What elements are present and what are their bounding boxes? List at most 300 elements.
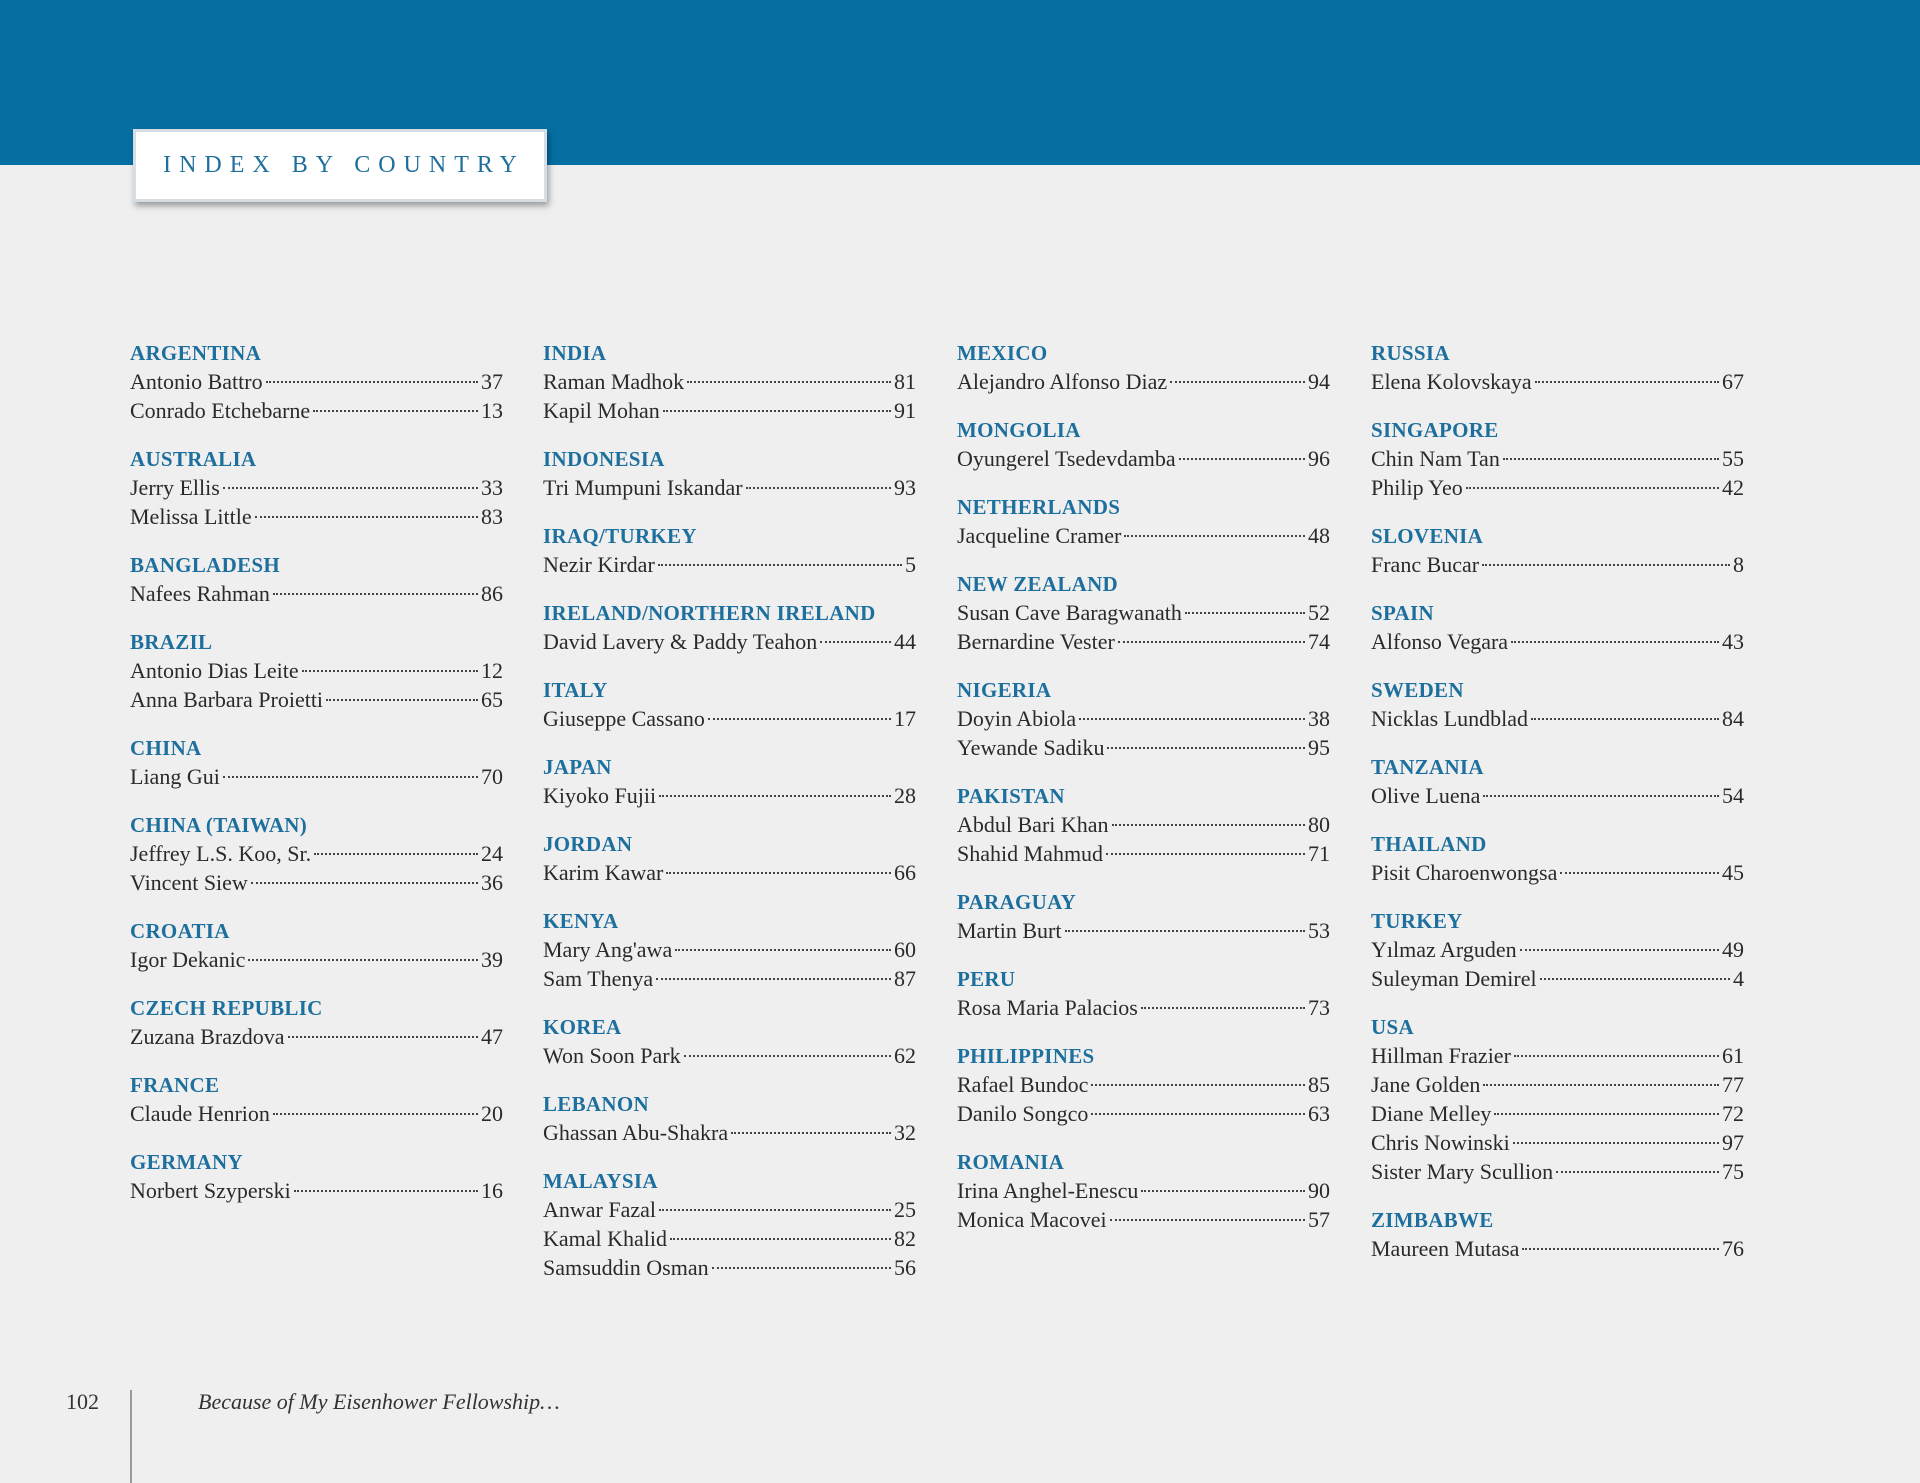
country-section [1371,1013,1744,1186]
fellow-name: Karim Kawar [543,860,664,885]
dot-leader [659,1209,891,1211]
country-heading: NETHERLANDS [957,495,1121,519]
page-reference: 76 [1722,1236,1744,1261]
index-entry [543,858,916,887]
page-reference: 54 [1722,783,1744,808]
dot-leader [1531,718,1719,720]
country-section [957,339,1330,396]
page-reference: 20 [481,1101,503,1126]
index-column-3 [957,339,1330,1254]
index-entry [543,473,916,502]
index-column-2 [543,339,916,1302]
fellow-name: Chris Nowinski [1371,1130,1510,1155]
fellow-name: Oyungerel Tsedevdamba [957,446,1176,471]
country-heading: TANZANIA [1371,755,1484,779]
country-heading: MONGOLIA [957,418,1081,442]
index-entry [543,935,916,964]
dot-leader [1503,458,1719,460]
index-entry [130,1099,503,1128]
index-entry [130,367,503,396]
page-reference: 47 [481,1024,503,1049]
index-entry [1371,1041,1744,1070]
dot-leader [1124,535,1305,537]
country-heading: SWEDEN [1371,678,1464,702]
fellow-name: Samsuddin Osman [543,1255,709,1280]
dot-leader [708,718,891,720]
fellow-name: Nicklas Lundblad [1371,706,1529,731]
country-heading: INDONESIA [543,447,665,471]
fellow-name: Jane Golden [1371,1072,1481,1097]
country-heading: USA [1371,1015,1414,1039]
page-reference: 85 [1308,1072,1330,1097]
fellow-name: Raman Madhok [543,369,685,394]
country-heading: JORDAN [543,832,633,856]
page-reference: 93 [894,475,916,500]
dot-leader [255,516,478,518]
country-section [543,830,916,887]
country-heading: PAKISTAN [957,784,1065,808]
page-reference: 66 [894,860,916,885]
fellow-name: Conrado Etchebarne [130,398,311,423]
fellow-name: Vincent Siew [130,870,248,895]
country-section [543,676,916,733]
country-section [1371,339,1744,396]
page-reference: 44 [894,629,916,654]
index-entry [543,704,916,733]
index-entry [130,579,503,608]
dot-leader [1141,1190,1305,1192]
country-section [543,1090,916,1147]
index-entry [1371,1099,1744,1128]
dot-leader [1535,381,1719,383]
index-entry [543,550,916,579]
country-heading: INDIA [543,341,607,365]
dot-leader [684,1055,891,1057]
country-heading: MALAYSIA [543,1169,658,1193]
footer-divider [130,1390,132,1483]
dot-leader [1511,641,1719,643]
page-reference: 12 [481,658,503,683]
page-reference: 37 [481,369,503,394]
fellow-name: Kapil Mohan [543,398,660,423]
dot-leader [294,1190,478,1192]
index-entry [957,916,1330,945]
fellow-name: Antonio Battro [130,369,263,394]
page-reference: 74 [1308,629,1330,654]
index-entry [1371,550,1744,579]
country-heading: NIGERIA [957,678,1052,702]
fellow-name: Franc Bucar [1371,552,1480,577]
dot-leader [1185,612,1305,614]
index-entry [957,521,1330,550]
dot-leader [1170,381,1305,383]
page-reference: 28 [894,783,916,808]
country-heading: BANGLADESH [130,553,281,577]
page-reference: 16 [481,1178,503,1203]
country-heading: ZIMBABWE [1371,1208,1494,1232]
index-entry [957,1070,1330,1099]
index-entry [957,1176,1330,1205]
country-section [957,416,1330,473]
page-reference: 96 [1308,446,1330,471]
page-reference: 84 [1722,706,1744,731]
dot-leader [273,593,478,595]
country-section [1371,907,1744,993]
fellow-name: Anna Barbara Proietti [130,687,324,712]
fellow-name: Kamal Khalid [543,1226,668,1251]
page-reference: 62 [894,1043,916,1068]
page-reference: 87 [894,966,916,991]
country-section [1371,753,1744,810]
index-entry [1371,444,1744,473]
index-entry [130,1176,503,1205]
country-section [130,811,503,897]
country-heading: JAPAN [543,755,612,779]
dot-leader [1520,949,1719,951]
country-section [543,339,916,425]
country-section [543,1167,916,1282]
index-entry [1371,1070,1744,1099]
page-reference: 91 [894,398,916,423]
country-section [957,888,1330,945]
dot-leader [1522,1248,1719,1250]
index-entry [543,1041,916,1070]
page-number: 102 [66,1389,99,1414]
footer-running-title: Because of My Eisenhower Fellowship… [198,1389,560,1414]
fellow-name: Ghassan Abu-Shakra [543,1120,729,1145]
page-reference: 13 [481,398,503,423]
index-entry [543,1253,916,1282]
fellow-name: Zuzana Brazdova [130,1024,285,1049]
index-column-4 [1371,339,1744,1283]
index-entry [957,810,1330,839]
fellow-name: Melissa Little [130,504,252,529]
country-heading: FRANCE [130,1073,220,1097]
dot-leader [1141,1007,1305,1009]
fellow-name: Sam Thenya [543,966,654,991]
fellow-name: Anwar Fazal [543,1197,657,1222]
country-section [957,1042,1330,1128]
dot-leader [326,699,478,701]
fellow-name: Susan Cave Baragwanath [957,600,1182,625]
country-section [130,551,503,608]
index-entry [130,945,503,974]
page-reference: 73 [1308,995,1330,1020]
page-reference: 24 [481,841,503,866]
fellow-name: Alejandro Alfonso Diaz [957,369,1168,394]
dot-leader [1482,564,1730,566]
country-section [543,445,916,502]
country-heading: LEBANON [543,1092,649,1116]
index-entry [543,367,916,396]
index-entry [130,1022,503,1051]
index-entry [543,627,916,656]
index-entry [957,1205,1330,1234]
index-entry [1371,964,1744,993]
dot-leader [659,795,891,797]
country-section [1371,830,1744,887]
fellow-name: Abdul Bari Khan [957,812,1109,837]
fellow-name: Nafees Rahman [130,581,270,606]
page-reference: 38 [1308,706,1330,731]
page-reference: 86 [481,581,503,606]
country-heading: CROATIA [130,919,230,943]
title-box [133,129,547,202]
page-reference: 94 [1308,369,1330,394]
fellow-name: Monica Macovei [957,1207,1107,1232]
dot-leader [670,1238,891,1240]
page-reference: 63 [1308,1101,1330,1126]
fellow-name: Yılmaz Arguden [1371,937,1517,962]
dot-leader [687,381,891,383]
dot-leader [666,872,891,874]
country-section [957,570,1330,656]
dot-leader [675,949,891,951]
dot-leader [273,1113,478,1115]
dot-leader [302,670,478,672]
page-reference: 72 [1722,1101,1744,1126]
page-reference: 67 [1722,369,1744,394]
page-reference: 52 [1308,600,1330,625]
page-reference: 33 [481,475,503,500]
fellow-name: Bernardine Vester [957,629,1115,654]
page-reference: 75 [1722,1159,1744,1184]
index-entry [1371,1234,1744,1263]
country-heading: THAILAND [1371,832,1487,856]
fellow-name: Diane Melley [1371,1101,1492,1126]
fellow-name: Rafael Bundoc [957,1072,1089,1097]
country-section [130,917,503,974]
page-reference: 45 [1722,860,1744,885]
page-reference: 25 [894,1197,916,1222]
country-section [543,522,916,579]
country-heading: SLOVENIA [1371,524,1484,548]
fellow-name: Philip Yeo [1371,475,1463,500]
country-section [543,1013,916,1070]
page-reference: 80 [1308,812,1330,837]
index-entry [1371,367,1744,396]
index-entry [957,704,1330,733]
dot-leader [266,381,478,383]
dot-leader [313,410,478,412]
country-heading: RUSSIA [1371,341,1450,365]
fellow-name: Rosa Maria Palacios [957,995,1138,1020]
dot-leader [223,487,478,489]
index-entry [543,1195,916,1224]
index-entry [130,396,503,425]
page-reference: 32 [894,1120,916,1145]
index-entry [130,868,503,897]
dot-leader [1179,458,1305,460]
page-reference: 60 [894,937,916,962]
fellow-name: Jeffrey L.S. Koo, Sr. [130,841,312,866]
index-entry [130,502,503,531]
index-entry [1371,473,1744,502]
country-heading: KENYA [543,909,619,933]
dot-leader [1065,930,1306,932]
index-entry [1371,1128,1744,1157]
dot-leader [1091,1113,1305,1115]
dot-leader [712,1267,891,1269]
dot-leader [1110,1219,1305,1221]
country-section [957,782,1330,868]
dot-leader [1513,1142,1719,1144]
country-heading: PARAGUAY [957,890,1077,914]
country-section [1371,416,1744,502]
index-entry [1371,1157,1744,1186]
country-heading: IRAQ/TURKEY [543,524,697,548]
country-heading: NEW ZEALAND [957,572,1119,596]
dot-leader [1514,1055,1719,1057]
country-heading: PERU [957,967,1016,991]
page-reference: 48 [1308,523,1330,548]
dot-leader [1483,795,1719,797]
dot-leader [1540,978,1730,980]
country-heading: GERMANY [130,1150,243,1174]
page-reference: 95 [1308,735,1330,760]
dot-leader [820,641,891,643]
dot-leader [656,978,891,980]
page-reference: 56 [894,1255,916,1280]
index-entry [543,1224,916,1253]
page-reference: 81 [894,369,916,394]
index-entry [957,733,1330,762]
country-heading: CHINA (TAIWAN) [130,813,308,837]
country-section [957,493,1330,550]
fellow-name: Jerry Ellis [130,475,220,500]
fellow-name: Shahid Mahmud [957,841,1104,866]
country-section [130,339,503,425]
country-heading: TURKEY [1371,909,1463,933]
index-entry [130,656,503,685]
country-heading: AUSTRALIA [130,447,257,471]
page-reference: 55 [1722,446,1744,471]
fellow-name: Alfonso Vegara [1371,629,1509,654]
index-entry [543,396,916,425]
fellow-name: Norbert Szyperski [130,1178,291,1203]
fellow-name: Maureen Mutasa [1371,1236,1520,1261]
page-reference: 49 [1722,937,1744,962]
country-section [957,1148,1330,1234]
fellow-name: Suleyman Demirel [1371,966,1537,991]
dot-leader [248,959,478,961]
country-heading: IRELAND/NORTHERN IRELAND [543,601,876,625]
index-entry [1371,704,1744,733]
country-section [130,734,503,791]
fellow-name: Nezir Kirdar [543,552,655,577]
index-entry [543,964,916,993]
country-section [130,1148,503,1205]
country-section [130,445,503,531]
index-column-1 [130,339,503,1225]
page-reference: 90 [1308,1178,1330,1203]
index-entry [130,839,503,868]
index-entry [130,762,503,791]
fellow-name: Olive Luena [1371,783,1481,808]
country-section [1371,1206,1744,1263]
page-reference: 17 [894,706,916,731]
dot-leader [746,487,891,489]
dot-leader [663,410,891,412]
country-heading: SPAIN [1371,601,1434,625]
fellow-name: Pisit Charoenwongsa [1371,860,1558,885]
page-reference: 65 [481,687,503,712]
fellow-name: Liang Gui [130,764,220,789]
country-section [543,599,916,656]
fellow-name: Claude Henrion [130,1101,270,1126]
page-reference: 97 [1722,1130,1744,1155]
page-reference: 4 [1733,966,1744,991]
fellow-name: David Lavery & Paddy Teahon [543,629,818,654]
dot-leader [251,882,478,884]
page-reference: 77 [1722,1072,1744,1097]
index-entry [957,1099,1330,1128]
index-entry [957,839,1330,868]
fellow-name: Irina Anghel-Enescu [957,1178,1139,1203]
index-entry [130,685,503,714]
fellow-name: Doyin Abiola [957,706,1077,731]
country-section [130,628,503,714]
fellow-name: Igor Dekanic [130,947,246,972]
dot-leader [1556,1171,1719,1173]
page-reference: 42 [1722,475,1744,500]
dot-leader [1106,853,1305,855]
fellow-name: Martin Burt [957,918,1062,943]
country-section [543,753,916,810]
fellow-name: Mary Ang'awa [543,937,673,962]
fellow-name: Antonio Dias Leite [130,658,299,683]
fellow-name: Kiyoko Fujii [543,783,657,808]
dot-leader [1107,747,1305,749]
dot-leader [1079,718,1305,720]
index-entry [1371,858,1744,887]
country-section [1371,676,1744,733]
fellow-name: Danilo Songco [957,1101,1089,1126]
country-section [543,907,916,993]
dot-leader [1466,487,1719,489]
page-reference: 57 [1308,1207,1330,1232]
index-entry [1371,935,1744,964]
country-section [957,965,1330,1022]
dot-leader [658,564,902,566]
page-reference: 43 [1722,629,1744,654]
page-reference: 39 [481,947,503,972]
fellow-name: Jacqueline Cramer [957,523,1122,548]
page-reference: 5 [905,552,916,577]
page-reference: 71 [1308,841,1330,866]
page-reference: 8 [1733,552,1744,577]
dot-leader [731,1132,891,1134]
index-entry [130,473,503,502]
index-entry [1371,627,1744,656]
fellow-name: Chin Nam Tan [1371,446,1500,471]
country-heading: PHILIPPINES [957,1044,1095,1068]
dot-leader [1091,1084,1305,1086]
index-entry [543,1118,916,1147]
index-entry [957,993,1330,1022]
page-reference: 36 [481,870,503,895]
country-heading: BRAZIL [130,630,213,654]
country-section [1371,599,1744,656]
country-heading: MEXICO [957,341,1048,365]
fellow-name: Sister Mary Scullion [1371,1159,1554,1184]
country-heading: ROMANIA [957,1150,1065,1174]
dot-leader [1494,1113,1719,1115]
page-reference: 70 [481,764,503,789]
page-title: INDEX BY COUNTRY [163,152,525,178]
dot-leader [1112,824,1305,826]
fellow-name: Elena Kolovskaya [1371,369,1532,394]
